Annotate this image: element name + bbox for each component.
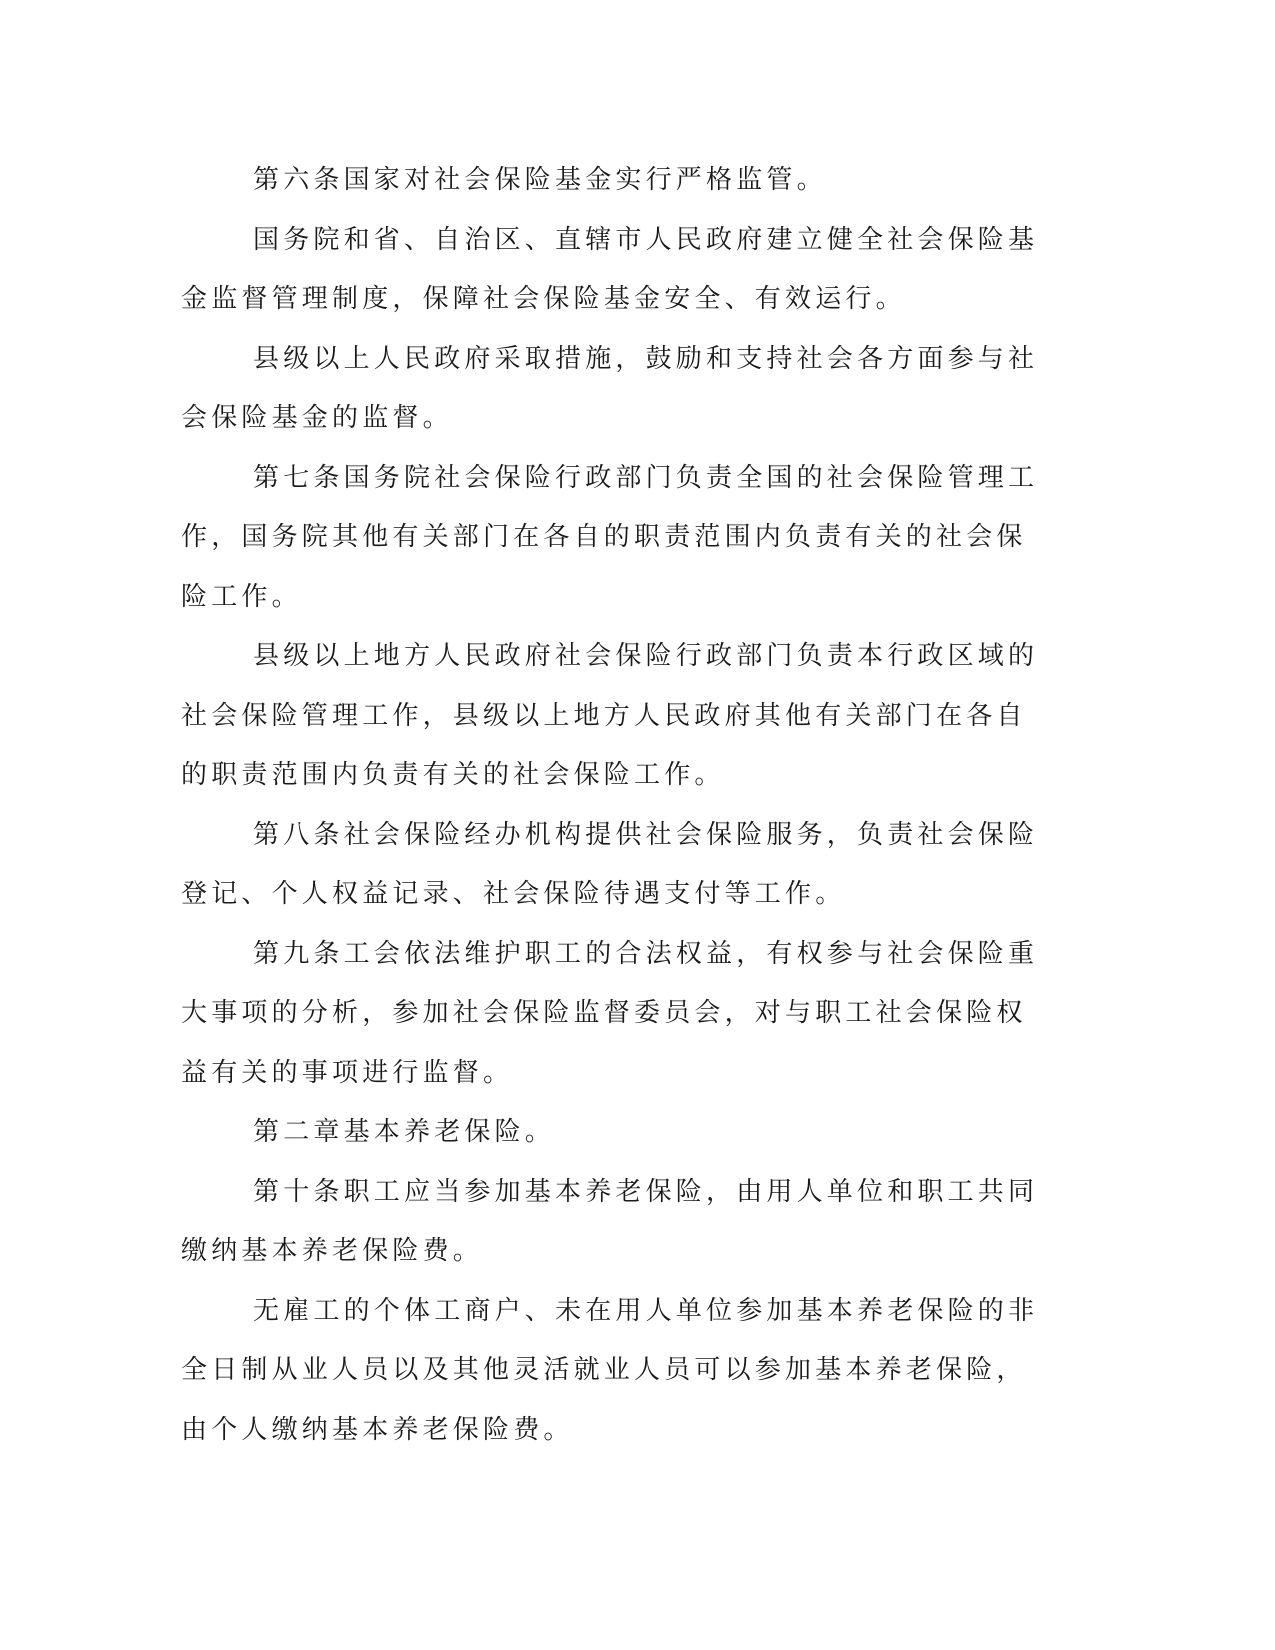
paragraph-article-7: 第七条国务院社会保险行政部门负责全国的社会保险管理工作，国务院其他有关部门在各自的职责范围内负责有关的社会保险工作。 [181,462,1039,612]
paragraph-article-8: 第八条社会保险经办机构提供社会保险服务，负责社会保险登记、个人权益记录、社会保险待遇支付等工作。 [181,819,1039,909]
paragraph-article-10: 第十条职工应当参加基本养老保险，由用人单位和职工共同缴纳基本养老保险费。 [181,1176,1039,1266]
paragraph-fund-supervision-system: 国务院和省、自治区、直辖市人民政府建立健全社会保险基金监督管理制度，保障社会保险基金安全、有效运行。 [181,224,1039,314]
paragraph-article-9: 第九条工会依法维护职工的合法权益，有权参与社会保险重大事项的分析，参加社会保险监督委员会，对与职工社会保险权益有关的事项进行监督。 [181,938,1039,1088]
paragraph-public-participation: 县级以上人民政府采取措施，鼓励和支持社会各方面参与社会保险基金的监督。 [181,343,1039,433]
chapter-heading: 第二章基本养老保险。 [253,1117,556,1147]
paragraph-flexible-employment: 无雇工的个体工商户、未在用人单位参加基本养老保险的非全日制从业人员以及其他灵活就业人员可以参加基本养老保险，由个人缴纳基本养老保险费。 [181,1295,1039,1445]
paragraph-article-6: 第六条国家对社会保险基金实行严格监管。 [253,165,827,195]
paragraph-local-administration: 县级以上地方人民政府社会保险行政部门负责本行政区域的社会保险管理工作，县级以上地方人民政府其他有关部门在各自的职责范围内负责有关的社会保险工作。 [181,641,1039,790]
document-body [181,151,1041,1460]
